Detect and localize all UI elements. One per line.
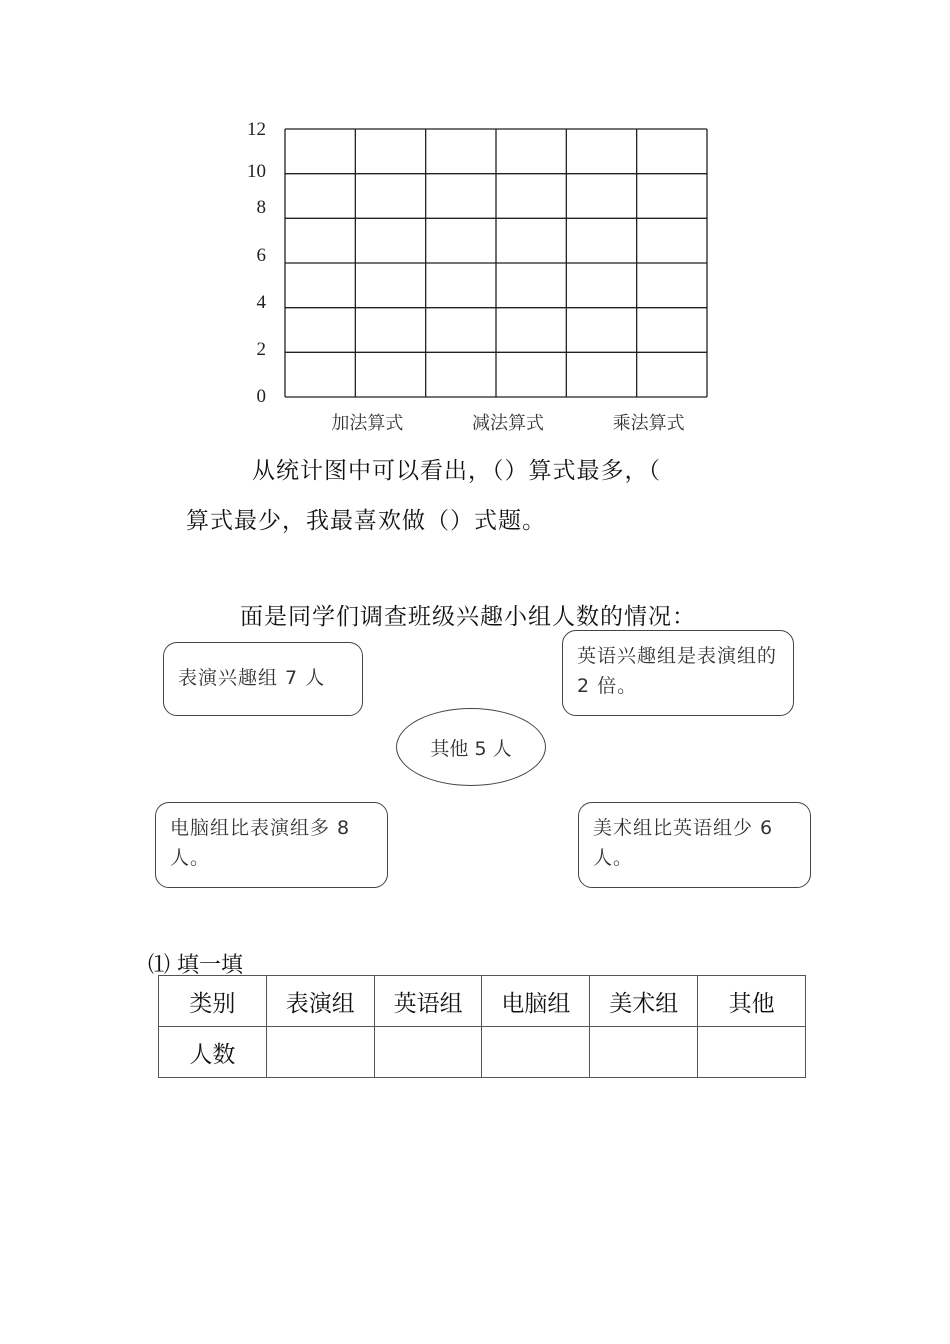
table-row	[159, 1027, 806, 1078]
table-answer-cell[interactable]	[590, 1027, 698, 1078]
section-title-fill-in: ⑴ 填一填	[148, 953, 243, 978]
fill-in-table	[158, 975, 806, 1078]
x-axis-categories	[331, 413, 684, 434]
observation-line-2: 算式最少，我最喜欢做（）式题。	[186, 508, 546, 534]
bubble-english-group	[562, 630, 794, 716]
table-answer-cell[interactable]	[698, 1027, 806, 1078]
bar-chart-grid	[230, 110, 750, 440]
x-category-label: 减法算式	[472, 413, 544, 434]
table-answer-cell[interactable]	[482, 1027, 590, 1078]
table-header-cell: 英语组	[374, 976, 482, 1027]
observation-line-1: 从统计图中可以看出，（）算式最多，（	[252, 458, 661, 484]
bubble-art-group	[578, 802, 811, 888]
bubble-art-text: 美术组比英语组少 6 人。	[593, 817, 774, 869]
table-row-label: 人数	[159, 1027, 267, 1078]
y-tick-label: 2	[256, 339, 266, 360]
bubble-computer-group	[155, 802, 388, 888]
y-tick-label: 0	[256, 386, 266, 407]
table-header-cell: 电脑组	[482, 976, 590, 1027]
table-header-cell: 美术组	[590, 976, 698, 1027]
ellipse-other-text: 其他 5 人	[430, 737, 512, 760]
table-header-cell: 类别	[159, 976, 267, 1027]
y-tick-label: 10	[247, 161, 266, 182]
y-axis-ticks	[247, 119, 267, 407]
table-header-cell: 表演组	[266, 976, 374, 1027]
table-answer-cell[interactable]	[374, 1027, 482, 1078]
y-tick-label: 4	[256, 292, 266, 313]
bubble-computer-text: 电脑组比表演组多 8 人。	[170, 817, 351, 869]
y-tick-label: 8	[256, 197, 266, 218]
x-category-label: 加法算式	[331, 413, 404, 434]
table-header-row	[159, 976, 806, 1027]
bubble-english-text: 英语兴趣组是表演组的 2 倍。	[577, 645, 778, 697]
table-answer-cell[interactable]	[266, 1027, 374, 1078]
bubble-perform-text: 表演兴趣组 7 人	[178, 667, 326, 689]
y-tick-label: 6	[256, 245, 266, 266]
chart-grid	[285, 129, 707, 397]
y-tick-label: 12	[247, 119, 266, 140]
survey-intro: 面是同学们调查班级兴趣小组人数的情况：	[240, 604, 696, 630]
x-category-label: 乘法算式	[612, 413, 685, 434]
ellipse-other-group	[396, 708, 546, 786]
bubble-perform-group	[163, 642, 363, 716]
table-header-cell: 其他	[698, 976, 806, 1027]
